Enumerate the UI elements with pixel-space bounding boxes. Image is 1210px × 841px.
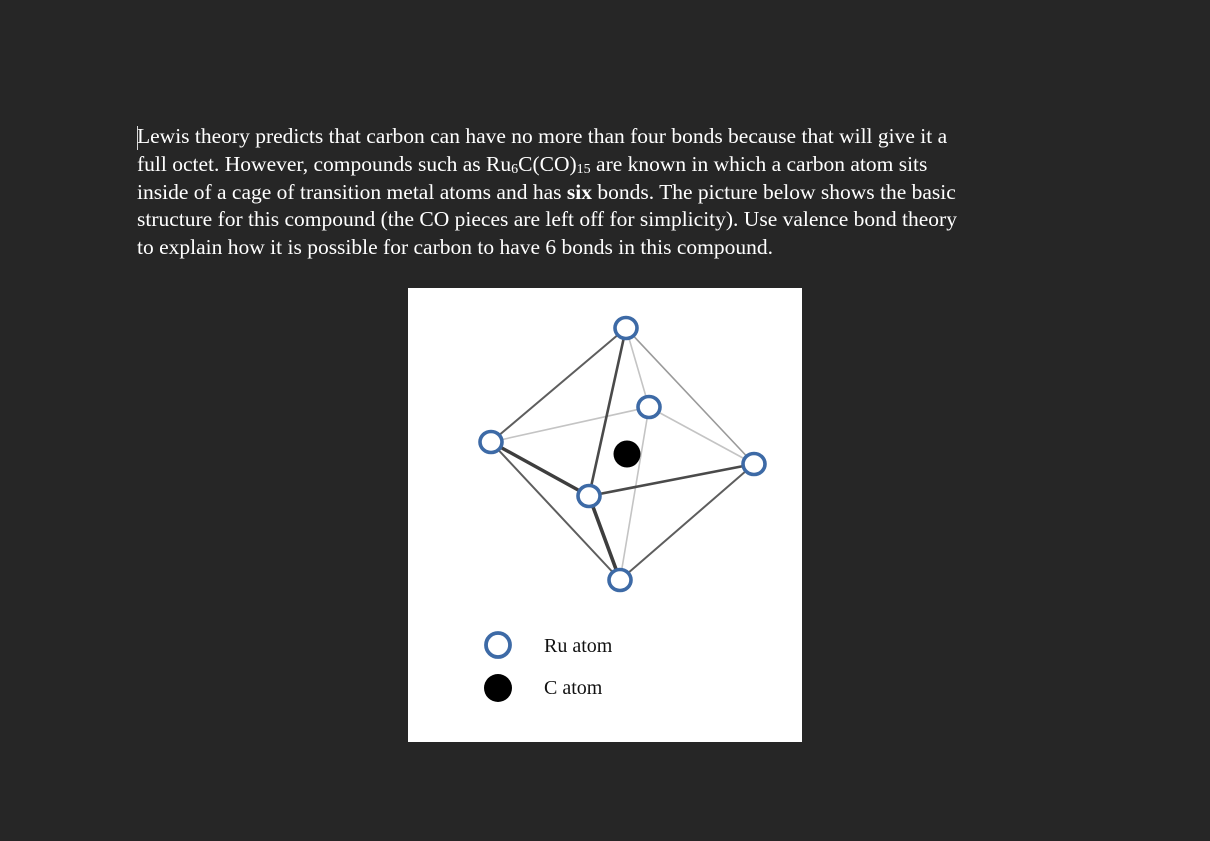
question-line-2 [137,151,1067,179]
edge-front-bottom [589,496,620,580]
ru-atom-right [743,454,765,475]
subscript-15: 15 [576,161,591,177]
question-line-3-part-a: inside of a cage of transition metal atoms and has [137,179,567,204]
carbon-atom [614,441,641,468]
edge-front-right [589,464,754,496]
edge-left-back [491,407,649,442]
legend-ru-label: Ru atom [544,635,613,657]
ru-atom-front [578,486,600,507]
question-line-3-part-b: bonds. The picture below shows the basic [591,179,956,204]
question-line-2-part-b: C(CO) [518,151,577,176]
ru-atom-left [480,432,502,453]
edge-right-bottom [620,464,754,580]
question-line-1: Lewis theory predicts that carbon can have no more than four bonds because that will give it a [137,124,948,148]
edge-back-bottom [620,407,649,580]
ru-atom-top [615,318,637,339]
octahedron-diagram [408,288,802,742]
question-line-2-part-c: are known in which a carbon atom sits [590,151,928,176]
legend-c-label: C atom [544,677,603,699]
question-line-4: structure for this compound (the CO pieces are left off for simplicity). Use valence bond theory [137,207,957,232]
subscript-6: 6 [511,161,519,177]
question-line-5: to explain how it is possible for carbon to have 6 bonds in this compound. [137,235,773,260]
question-text[interactable] [137,123,1067,262]
question-line-2-part-a: full octet. However, compounds such as Ru [137,151,512,176]
ru-atom-back [638,397,660,418]
bold-six: six [566,179,592,204]
legend-c-symbol [484,674,512,702]
octahedral-structure-figure [408,288,802,742]
edge-back-right [649,407,754,464]
edge-left-bottom [491,442,620,580]
edge-left-front [491,442,589,496]
ru-atom-bottom [609,570,631,591]
question-line-3 [137,179,1067,207]
legend-ru-symbol [486,633,510,657]
edge-top-front [589,328,626,496]
